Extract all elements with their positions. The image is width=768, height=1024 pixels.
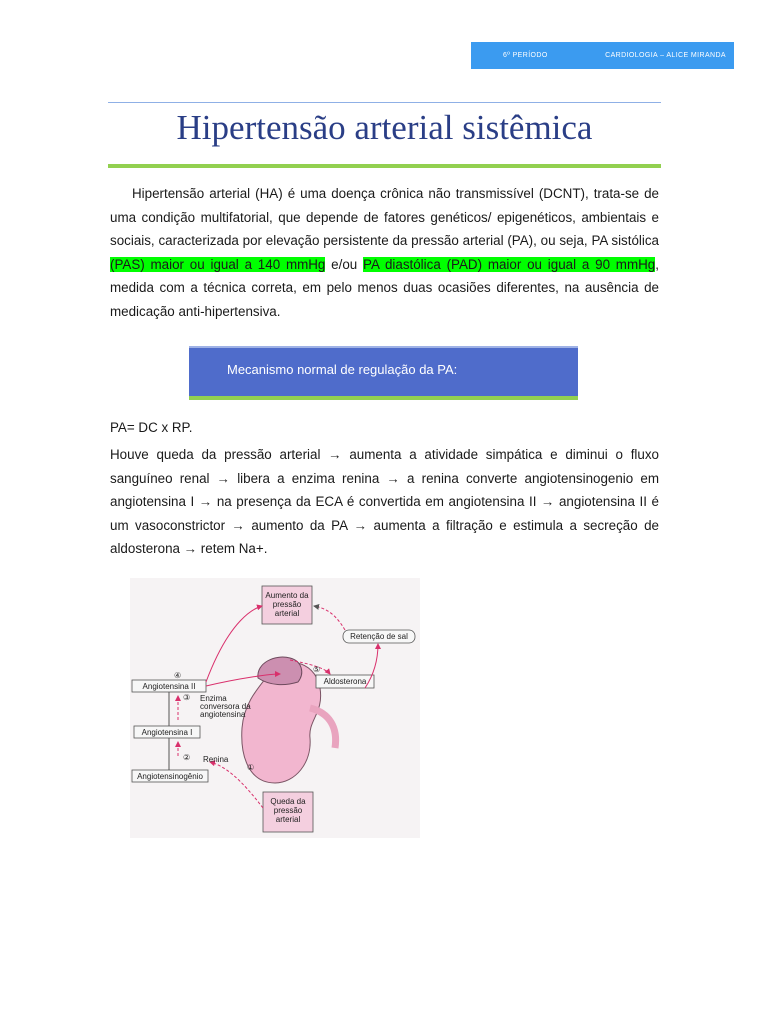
enzima-line-2: conversora da bbox=[200, 702, 251, 711]
step-5-marker: ⑤ bbox=[313, 665, 321, 674]
step-2-marker: ② bbox=[183, 753, 191, 762]
aumento-line-1: Aumento da bbox=[265, 591, 309, 600]
queda-line-3: arterial bbox=[275, 815, 301, 824]
aumento-line-2: pressão bbox=[272, 600, 302, 609]
step-3-marker: ③ bbox=[183, 693, 191, 702]
page-title: Hipertensão arterial sistêmica bbox=[176, 108, 593, 147]
step-1-marker: ① bbox=[247, 763, 255, 772]
queda-line-1: Queda da bbox=[270, 797, 306, 806]
mechanism-heading: Mecanismo normal de regulação da PA: bbox=[227, 362, 458, 377]
highlight-pad: PA diastólica (PAD) maior ou igual a 90 mmHg bbox=[363, 256, 656, 272]
enzima-line-3: angiotensina bbox=[200, 710, 246, 719]
mechanism-heading-box bbox=[189, 346, 578, 400]
intro-text-1: Hipertensão arterial (HA) é uma doença crônica não transmissível (DCNT), trata-se de uma condição multifatorial, que depende de fatores genéticos/ epigenéticos, ambientais e sociais, caracterizada por elevação persistente da pressão arterial (PA), ou seja, PA sistólica bbox=[110, 186, 659, 248]
retencao-label: Retenção de sal bbox=[350, 632, 408, 641]
aldosterona-label: Aldosterona bbox=[323, 677, 367, 686]
formula: PA= DC x RP. bbox=[110, 420, 193, 435]
angiotensinogenio-label: Angiotensinogênio bbox=[137, 772, 203, 781]
step-4-marker: ④ bbox=[174, 671, 182, 680]
raas-diagram bbox=[130, 578, 420, 838]
intro-paragraph bbox=[110, 182, 659, 323]
intro-text-3: , medida com a técnica correta, em pelo menos duas ocasiões diferentes, na ausência de medicação anti-hipertensiva. bbox=[110, 256, 659, 319]
intro-text-2: e/ou bbox=[325, 256, 364, 272]
raas-diagram-svg bbox=[130, 578, 420, 838]
aumento-line-3: arterial bbox=[274, 609, 300, 618]
renina-label: Renina bbox=[203, 755, 229, 764]
mechanism-paragraph: Houve queda da pressão arterial → aumenta a atividade simpática e diminui o fluxo sanguíneo renal → libera a enzima renina → a renina converte angiotensinogenio em angiotensina I → na presença da ECA é convertida em angiotensina II → angiotensina II é um vasoconstrictor → aumento da PA → aumenta a filtração e estimula a secreção de aldosterona → retem Na+. bbox=[110, 447, 659, 556]
top-divider bbox=[108, 102, 661, 103]
angiotensina-i-label: Angiotensina I bbox=[141, 728, 193, 737]
enzima-line-1: Enzima bbox=[200, 694, 227, 703]
queda-line-2: pressão bbox=[273, 806, 303, 815]
header-tab bbox=[471, 42, 734, 69]
title-underline bbox=[108, 164, 661, 168]
header-course: CARDIOLOGIA – ALICE MIRANDA bbox=[605, 52, 726, 59]
highlight-pas: (PAS) maior ou igual a 140 mmHg bbox=[110, 256, 326, 272]
angiotensina-ii-label: Angiotensina II bbox=[142, 682, 196, 691]
header-period: 6º PERÍODO bbox=[503, 52, 548, 59]
